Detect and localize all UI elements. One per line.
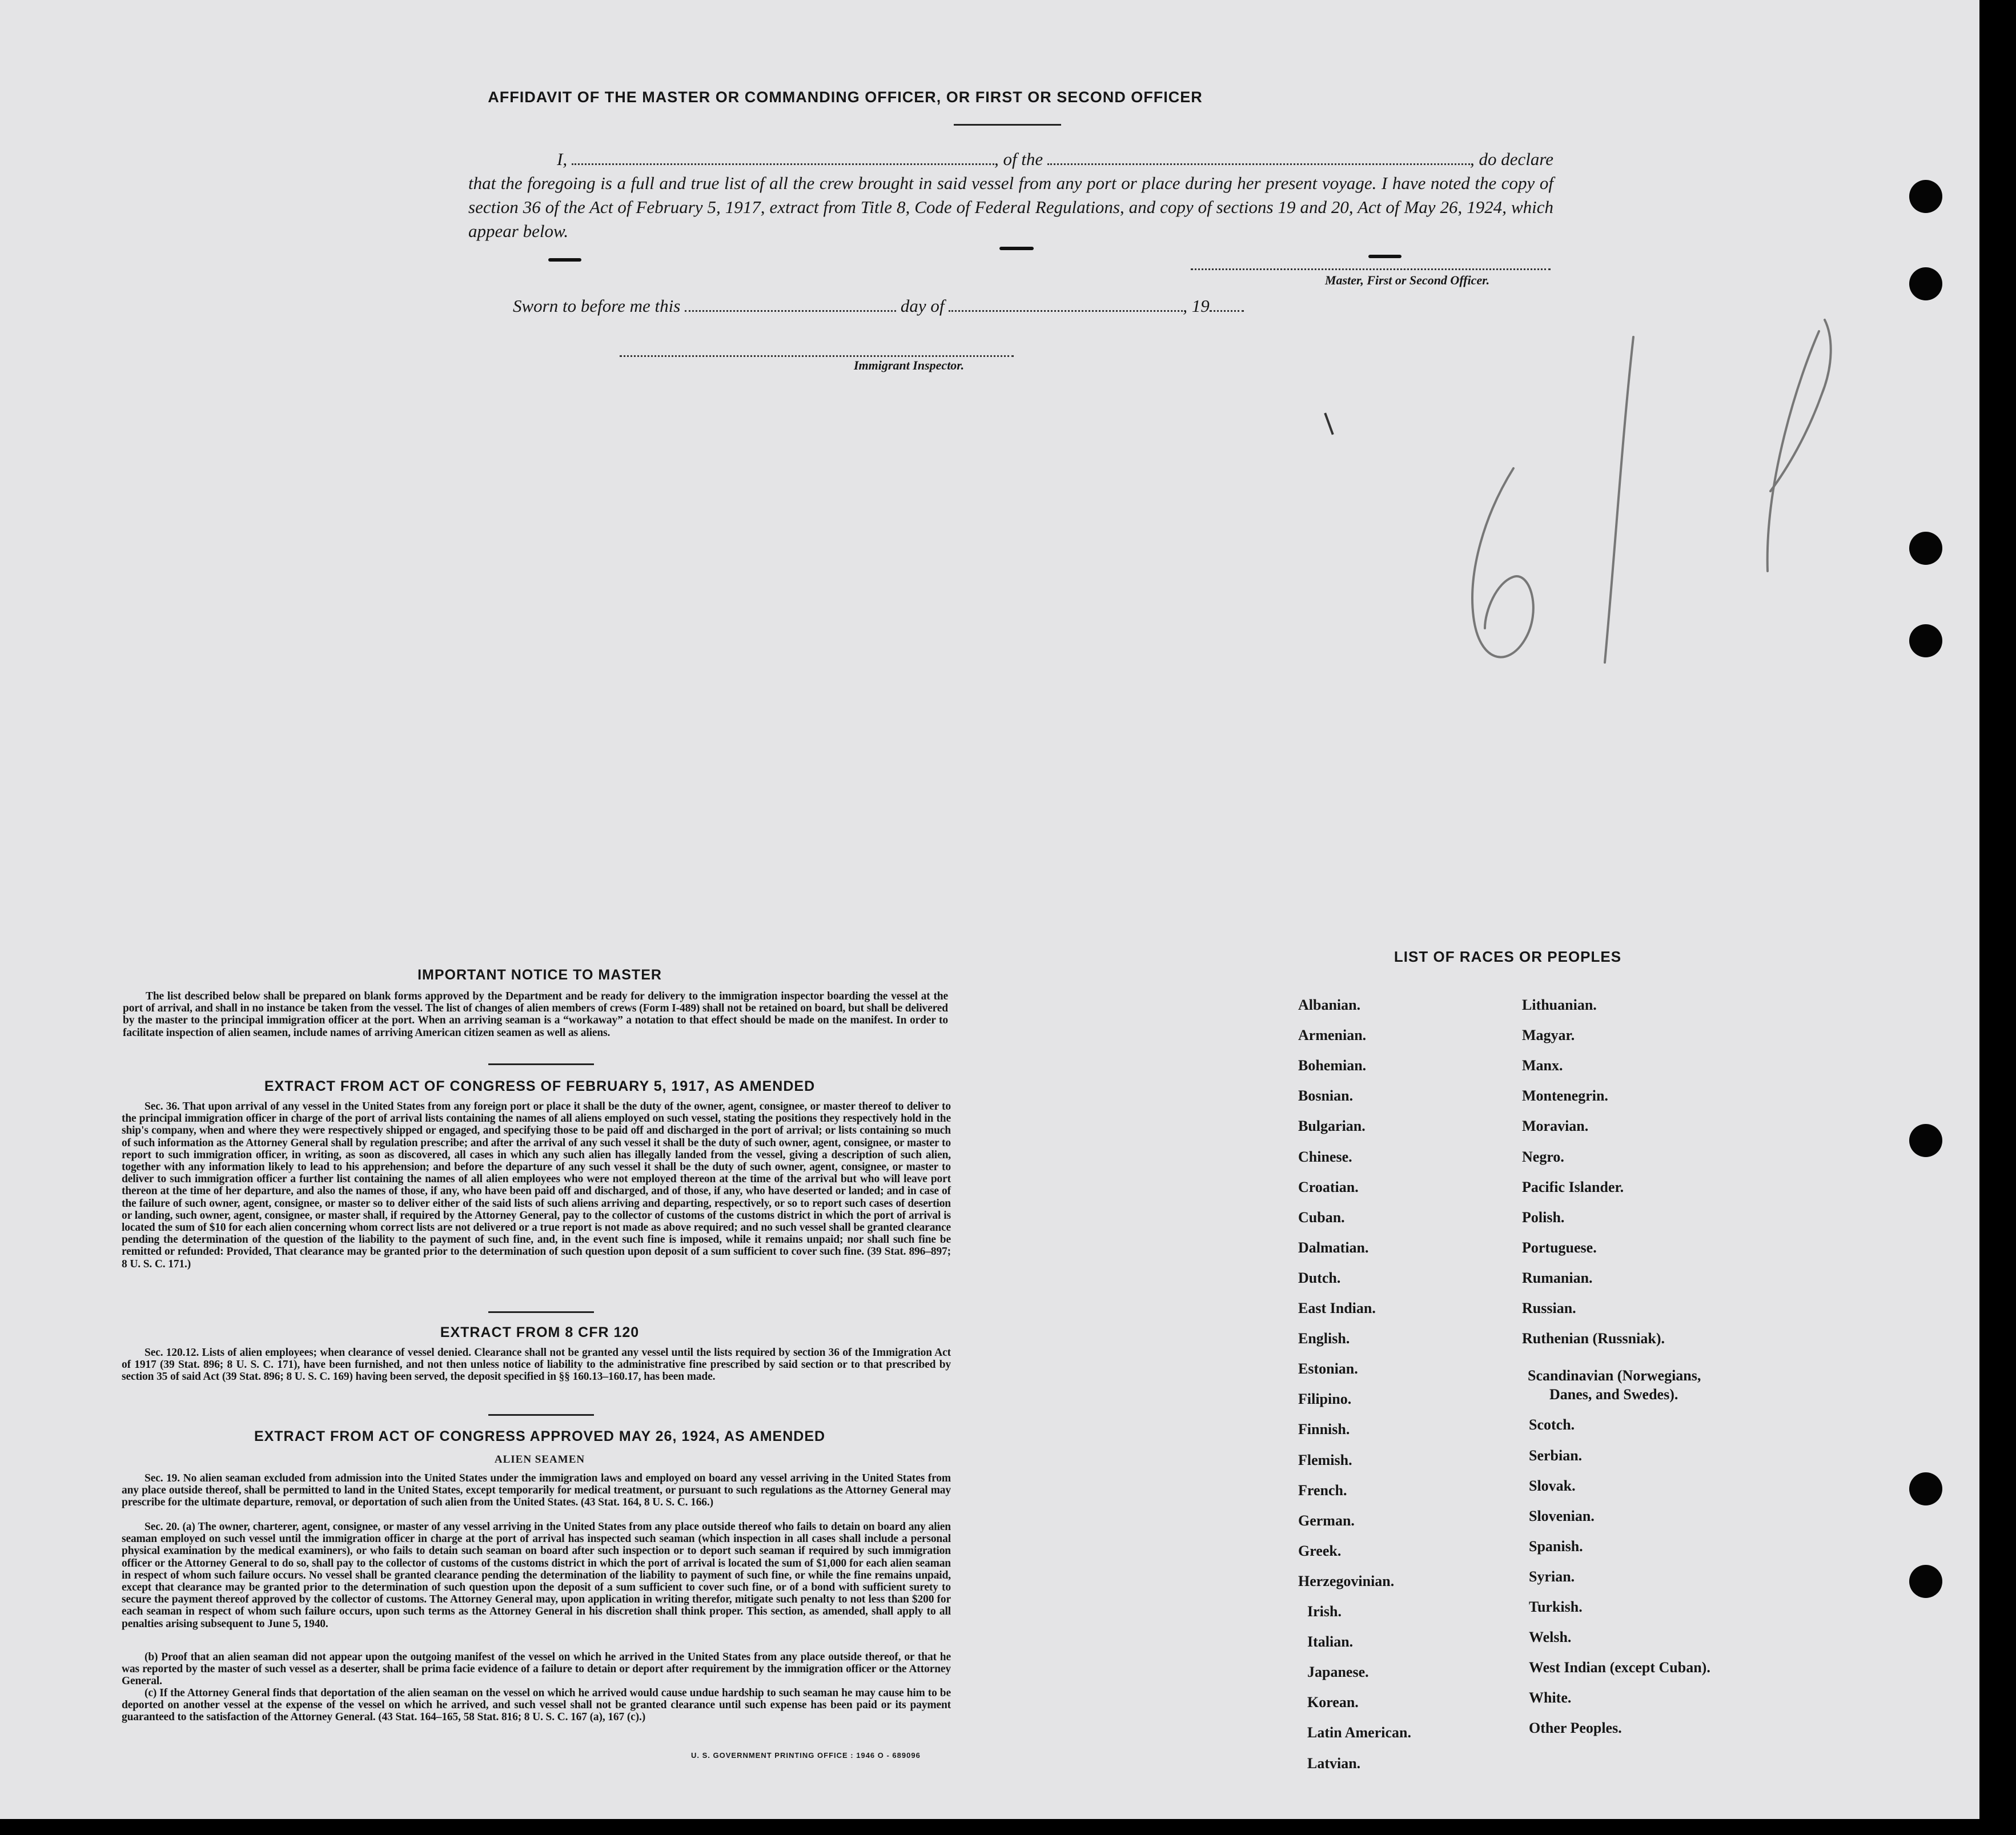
race-item: West Indian (except Cuban). bbox=[1529, 1659, 1710, 1676]
race-item: White. bbox=[1529, 1689, 1572, 1706]
race-item: Bohemian. bbox=[1298, 1057, 1367, 1074]
race-item: Spanish. bbox=[1529, 1537, 1583, 1555]
inspector-signature-line[interactable] bbox=[620, 354, 1014, 357]
race-item: Flemish. bbox=[1298, 1451, 1352, 1468]
extract-1924-sec20c: (c) If the Attorney General finds that deportation of the alien seaman on the vessel on which he arrived would cause undue hardship to such seaman he may cause him to be deported on another vessel at the expense of the vessel on which he arrived, and such vessel shall not be granted clearance until such expense has been paid or its payment guaranteed to the satisfaction of the Attorney General. (43 Stat. 164–165, 58 Stat. 816; 8 U. S. C. 167 (a), 167 (c).) bbox=[122, 1687, 951, 1724]
day-of-label: day of bbox=[900, 296, 945, 316]
race-item: Dalmatian. bbox=[1298, 1239, 1369, 1256]
race-item: Lithuanian. bbox=[1522, 997, 1597, 1013]
notice-title: IMPORTANT NOTICE TO MASTER bbox=[417, 967, 662, 983]
extract-1917-body: Sec. 36. That upon arrival of any vessel in the United States from any foreign port or place it shall be the duty of the owner, agent, consignee, or master thereof to deliver to the principal immigration officer in charge of the port of arrival lists containing the names of all aliens employed on such vessel, stating the positions they respectively hold in the ship's company, when and where they were respectively shipped or engaged, and specifying those to be paid off and discharged in the port of arrival; or lists containing so much of such information as the Attorney General shall by regulation prescribe; and after the arrival of any such vessel it shall be the duty of such owner, agent, consignee, or master to report to such immigration officer, in writing, as soon as discovered, all cases in which any such alien has illegally landed from the vessel, giving a description of such alien, together with any information likely to lead to his apprehension; and before the departure of any such vessel it shall be the duty of such owner, agent, consignee, or master to deliver to such immigration officer a further list containing the names of all alien employees who were not employed thereon at the time of the arrival but who will leave port thereon at the time of her departure, and also the names of those, if any, who have been paid off and discharged, and of those, if any, who have deserted or landed; and in case of the failure of such owner, agent, consignee, or master so to deliver either of the said lists of such aliens arriving and departing, respectively, or so to report such cases of desertion or landing, such owner, agent, consignee, or master shall, if required by the Attorney General, pay to the collector of customs of the customs district in which the port of arrival is located the sum of $10 for each alien concerning whom correct lists are not delivered or a true report is not made as above required; and no such vessel shall be granted clearance pending the determination of the question of the liability to the payment of such fine, and, in the event such fine is imposed, while it remains unpaid; nor shall such fine be remitted or refunded: Provided, That clearance may be granted prior to the determination of such question upon deposit of a sum sufficient to cover such fine. (39 Stat. 896–897; 8 U. S. C. 171.) bbox=[122, 1101, 951, 1270]
races-title: LIST OF RACES OR PEOPLES bbox=[1393, 948, 1622, 965]
extract-1924-sec20b: (b) Proof that an alien seaman did not appear upon the outgoing manifest of the vessel on which he arrived in the United States from any place outside thereof, or that he was reported by the master of such vessel as a deserter, shall be prima facie evidence of a failure to detain or deport after requirement by the immigration officer or the Attorney General. bbox=[122, 1651, 951, 1688]
race-item: Serbian. bbox=[1529, 1447, 1583, 1464]
race-item: Scandinavian (Norwegians, bbox=[1528, 1367, 1701, 1384]
punch-hole bbox=[1909, 1124, 1942, 1157]
title-divider bbox=[954, 124, 1061, 126]
inspector-caption: Immigrant Inspector. bbox=[854, 358, 965, 372]
race-item: Cuban. bbox=[1298, 1208, 1345, 1226]
punch-hole bbox=[1909, 1565, 1942, 1598]
alien-seamen-subtitle: ALIEN SEAMEN bbox=[494, 1453, 585, 1465]
race-item: Rumanian. bbox=[1522, 1269, 1593, 1286]
sworn-year-blank[interactable] bbox=[1210, 299, 1244, 312]
extract-1917-title: EXTRACT FROM ACT OF CONGRESS OF FEBRUARY 5, 1917, AS AMENDED bbox=[264, 1078, 816, 1094]
pen-mark bbox=[999, 247, 1034, 250]
race-item: East Indian. bbox=[1298, 1300, 1376, 1316]
sworn-month-blank[interactable] bbox=[949, 299, 1183, 312]
year-label: , 19 bbox=[1183, 296, 1210, 316]
race-item: Estonian. bbox=[1298, 1360, 1358, 1378]
race-item: Latvian. bbox=[1307, 1754, 1361, 1772]
extract-1924-sec19: Sec. 19. No alien seaman excluded from admission into the United States under the immigration laws and employed on board any vessel arriving in the United States from any place outside thereof, shall be permitted to land in the United States, except temporarily for medical treatment, or pursuant to such regulations as the Attorney General may prescribe for the ultimate departure, removal, or deportation of such alien from the United States. (43 Stat. 164, 8 U. S. C. 166.) bbox=[122, 1472, 951, 1509]
race-item: Slovenian. bbox=[1529, 1507, 1595, 1524]
race-item: Scotch. bbox=[1529, 1416, 1575, 1434]
handwritten-number bbox=[1399, 297, 1845, 685]
vessel-blank[interactable] bbox=[1047, 152, 1470, 165]
affidavit-title: AFFIDAVIT OF THE MASTER OR COMMANDING OFFICER, OR FIRST OR SECOND OFFICER bbox=[488, 89, 1203, 106]
race-item: Greek. bbox=[1298, 1542, 1342, 1559]
punch-hole bbox=[1909, 1472, 1942, 1505]
race-item: Russian. bbox=[1522, 1300, 1576, 1316]
affidavit-declaration: that the foregoing is a full and true list of all the crew brought in said vessel from any port or place during her present voyage. I have noted the copy of section 36 of the Act of February 5, 1917, extract from Title 8, Code of Federal Regulations, and copy of sections 19 and 20, Act of May 26, 1924, which appear below. bbox=[468, 173, 1553, 241]
race-item: Filipino. bbox=[1298, 1391, 1352, 1408]
section-divider bbox=[488, 1063, 594, 1065]
name-blank[interactable] bbox=[572, 152, 994, 165]
race-item: Negro. bbox=[1522, 1148, 1564, 1165]
affidavit-i-label: I, bbox=[557, 149, 568, 169]
punch-hole bbox=[1909, 532, 1942, 565]
section-divider bbox=[488, 1414, 594, 1416]
race-item: Portuguese. bbox=[1522, 1239, 1597, 1256]
punch-hole bbox=[1909, 624, 1942, 657]
race-item: Welsh. bbox=[1529, 1629, 1572, 1646]
race-item: Dutch. bbox=[1298, 1269, 1341, 1286]
race-item: Polish. bbox=[1522, 1208, 1565, 1226]
race-item: Moravian. bbox=[1522, 1118, 1589, 1135]
extract-8cfr-title: EXTRACT FROM 8 CFR 120 bbox=[440, 1324, 640, 1340]
stray-mark bbox=[1324, 413, 1334, 435]
of-the-label: , of the bbox=[994, 149, 1043, 169]
race-item: Magyar. bbox=[1522, 1027, 1575, 1044]
race-item: Bosnian. bbox=[1298, 1087, 1354, 1105]
race-item: Albanian. bbox=[1298, 997, 1361, 1013]
race-item: Chinese. bbox=[1298, 1148, 1352, 1165]
extract-8cfr-body: Sec. 120.12. Lists of alien employees; when clearance of vessel denied. Clearance shall not be granted any vessel until the lists required by section 36 of the Immigration Act of 1917 (39 Stat. 896; 8 U. S. C. 171), have been furnished, and not then unless notice of liability to the administrative fine prescribed by said section or to that prescribed by section 35 of said Act (39 Stat. 896; 8 U. S. C. 169) having been served, the deposit specified in §§ 160.13–160.17, has been made. bbox=[122, 1347, 951, 1383]
sworn-day-blank[interactable] bbox=[685, 299, 896, 312]
sworn-label: Sworn to before me this bbox=[513, 296, 681, 316]
race-item: Ruthenian (Russniak). bbox=[1522, 1330, 1665, 1347]
race-item: German. bbox=[1298, 1512, 1355, 1529]
race-item: Japanese. bbox=[1307, 1664, 1369, 1681]
pen-mark bbox=[1368, 255, 1401, 258]
race-item: Montenegrin. bbox=[1522, 1087, 1608, 1105]
signature-line[interactable] bbox=[1191, 267, 1551, 270]
printer-imprint: U. S. GOVERNMENT PRINTING OFFICE : 1946 O - 689096 bbox=[691, 1751, 921, 1760]
race-item: Herzegovinian. bbox=[1298, 1572, 1395, 1589]
race-item: Armenian. bbox=[1298, 1027, 1367, 1044]
race-item: Manx. bbox=[1522, 1057, 1563, 1074]
pen-mark bbox=[548, 258, 581, 262]
sworn-line bbox=[513, 296, 1244, 316]
race-item: English. bbox=[1298, 1330, 1350, 1347]
race-item: Latin American. bbox=[1307, 1724, 1411, 1741]
signature-caption: Master, First or Second Officer. bbox=[1325, 273, 1490, 287]
race-item: Bulgarian. bbox=[1298, 1118, 1366, 1135]
race-item: Other Peoples. bbox=[1529, 1720, 1622, 1737]
notice-body: The list described below shall be prepared on blank forms approved by the Department and be ready for delivery to the immigration inspector boarding the vessel at the port of arrival, and shall in no instance be taken from the vessel. The list of changes of alien members of crews (Form I-489) shall not be retained on board, but shall be delivered by the master to the principal immigration officer at the port. When an arriving seaman is a “workaway” a notation to that effect should be made on the manifest. In order to facilitate inspection of alien seamen, include names of arriving American citizen seamen as well as aliens. bbox=[123, 990, 948, 1039]
punch-hole bbox=[1909, 267, 1942, 300]
extract-1924-sec20a: Sec. 20. (a) The owner, charterer, agent, consignee, or master of any vessel arriving in the United States from any place outside thereof who fails to detain on board any alien seaman employed on such vessel until the immigration officer in charge at the port of arrival has inspected such seaman (which inspection in all cases shall include a personal physical examination by the medical examiners), or who fails to detain such seaman on board after such inspection or to deport such seaman if required by such immigration officer or the Attorney General to do so, shall pay to the collector of customs of the customs district in which the port of arrival is located the sum of $1,000 for each alien seaman in respect of whom such failure occurs. No vessel shall be granted clearance pending the determination of the liability to payment of such fine, or while the fine remains unpaid, except that clearance may be granted prior to the determination of such question upon the deposit of a sum sufficient to cover such fine, or of a bond with sufficient surety to secure the payment thereof approved by the collector of customs. The Attorney General may, upon application in writing therefor, mitigate such penalty to not less than $200 for each seaman in respect of whom such failure occurs, upon such terms as the Attorney General in his discretion shall think proper. This section, as amended, shall apply to all penalties arising subsequent to June 5, 1940. bbox=[122, 1521, 951, 1630]
affidavit-declaration-block bbox=[468, 147, 1553, 243]
race-item: Croatian. bbox=[1298, 1178, 1359, 1195]
race-item: French. bbox=[1298, 1481, 1347, 1499]
section-divider bbox=[488, 1311, 594, 1313]
race-item: Pacific Islander. bbox=[1522, 1178, 1624, 1195]
punch-hole bbox=[1909, 180, 1942, 213]
race-item: Korean. bbox=[1307, 1694, 1359, 1711]
extract-1924-title: EXTRACT FROM ACT OF CONGRESS APPROVED MAY 26, 1924, AS AMENDED bbox=[254, 1428, 826, 1444]
race-item: Finnish. bbox=[1298, 1421, 1350, 1438]
race-item: Syrian. bbox=[1529, 1568, 1575, 1585]
race-item: Slovak. bbox=[1529, 1477, 1576, 1494]
race-item: Italian. bbox=[1307, 1633, 1354, 1651]
race-item: Danes, and Swedes). bbox=[1549, 1386, 1678, 1403]
do-declare-label: , do declare bbox=[1469, 149, 1553, 169]
race-item: Turkish. bbox=[1529, 1599, 1583, 1615]
race-item: Irish. bbox=[1307, 1603, 1342, 1620]
